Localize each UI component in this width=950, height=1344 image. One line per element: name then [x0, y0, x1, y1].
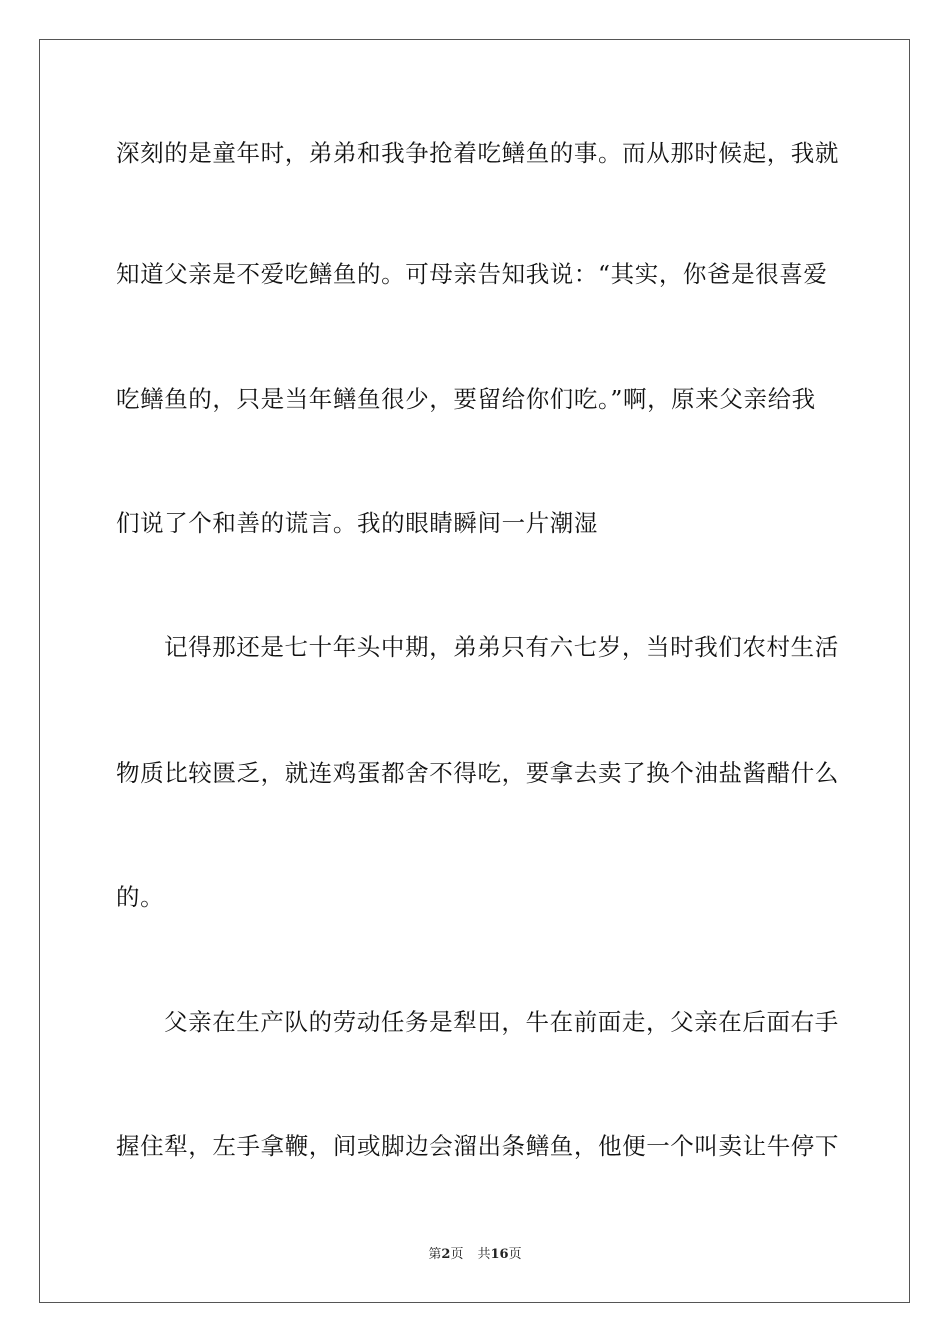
text-line-9: 握住犁，左手拿鞭，间或脚边会溜出条鳝鱼，他便一个叫卖让牛停下 [116, 1132, 839, 1160]
page-footer [0, 1246, 950, 1264]
text-line-3: 吃鳝鱼的，只是当年鳝鱼很少，要留给你们吃。”啊，原来父亲给我 [116, 385, 816, 413]
text-line-2: 知道父亲是不爱吃鳝鱼的。可母亲告知我说：“其实，你爸是很喜爱 [116, 260, 828, 288]
page-number: 2 [441, 1247, 451, 1262]
page-prefix: 第 [428, 1247, 442, 1262]
text-line-6: 物质比较匮乏，就连鸡蛋都舍不得吃，要拿去卖了换个油盐酱醋什么 [116, 759, 839, 787]
text-line-5: 记得那还是七十年头中期，弟弟只有六七岁，当时我们农村生活 [164, 633, 839, 661]
text-line-4: 们说了个和善的谎言。我的眼睛瞬间一片潮湿 [116, 509, 598, 537]
text-line-7: 的。 [116, 883, 165, 911]
total-suffix: 页 [508, 1247, 522, 1262]
page-border [39, 39, 910, 1303]
page-suffix: 页 [450, 1247, 464, 1262]
text-line-1: 深刻的是童年时，弟弟和我争抢着吃鳝鱼的事。而从那时候起，我就 [116, 139, 839, 167]
total-pages: 16 [490, 1247, 509, 1262]
total-prefix: 共 [477, 1247, 491, 1262]
text-line-8: 父亲在生产队的劳动任务是犁田，牛在前面走，父亲在后面右手 [164, 1008, 839, 1036]
